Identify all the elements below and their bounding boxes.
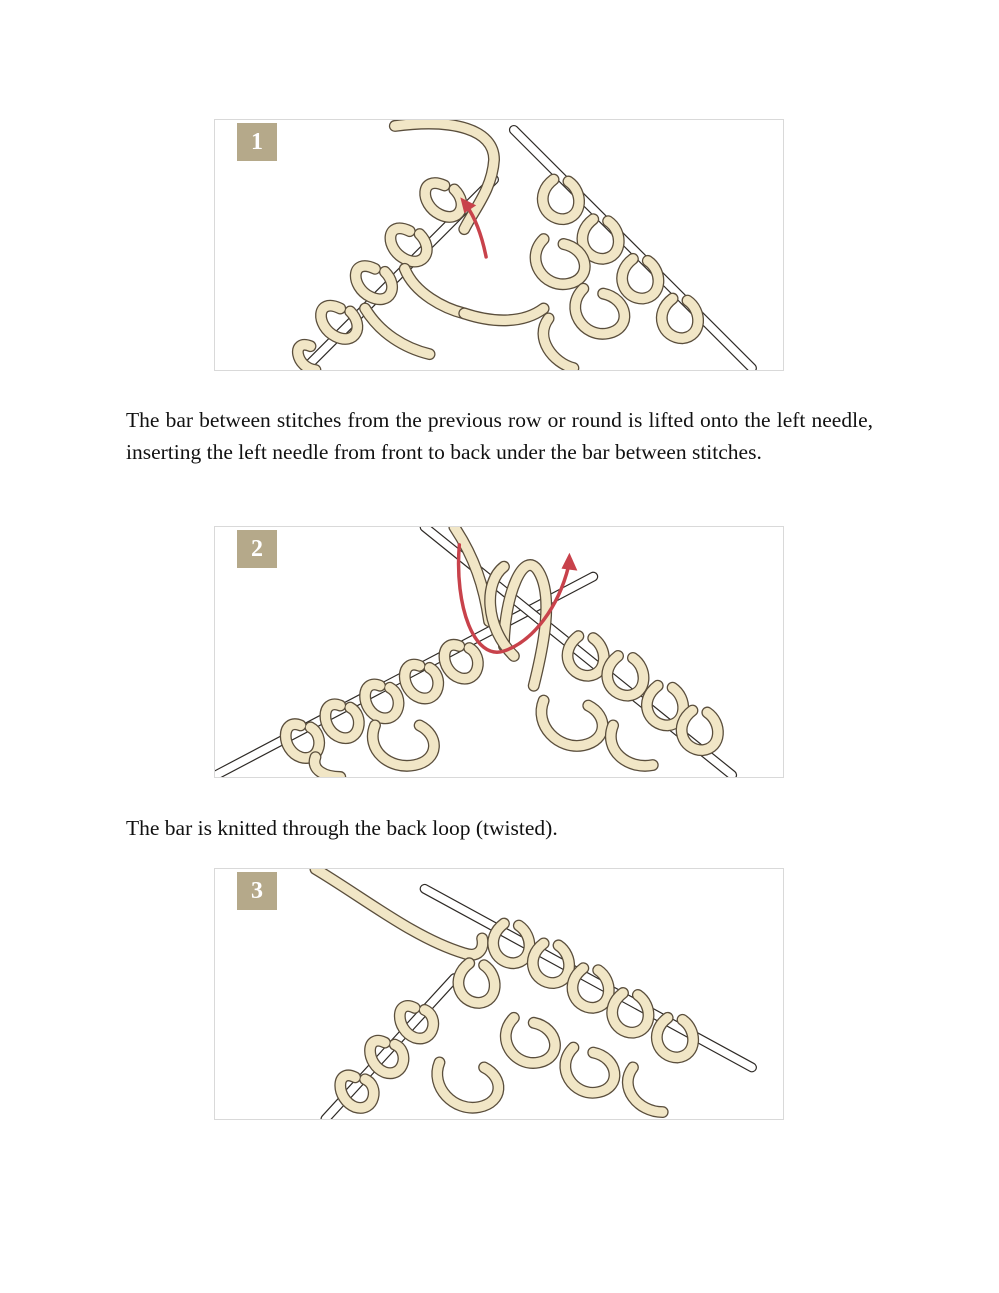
knitting-diagram-step-2 bbox=[215, 527, 783, 777]
step-1-illustration bbox=[214, 119, 784, 371]
step-number-badge: 3 bbox=[237, 872, 277, 910]
step-3-illustration bbox=[214, 868, 784, 1120]
step-2-caption: The bar is knitted through the back loop (twisted). bbox=[126, 816, 558, 840]
step-number-badge: 1 bbox=[237, 123, 277, 161]
step-number-badge: 2 bbox=[237, 530, 277, 568]
knitting-diagram-step-1 bbox=[215, 120, 783, 370]
knitting-diagram-step-3 bbox=[215, 869, 783, 1119]
step-2-illustration bbox=[214, 526, 784, 778]
step-1-caption: The bar between stitches from the previous row or round is lifted onto the left needle, inserting the left needle from front to back under the bar between stitches. bbox=[126, 408, 873, 464]
